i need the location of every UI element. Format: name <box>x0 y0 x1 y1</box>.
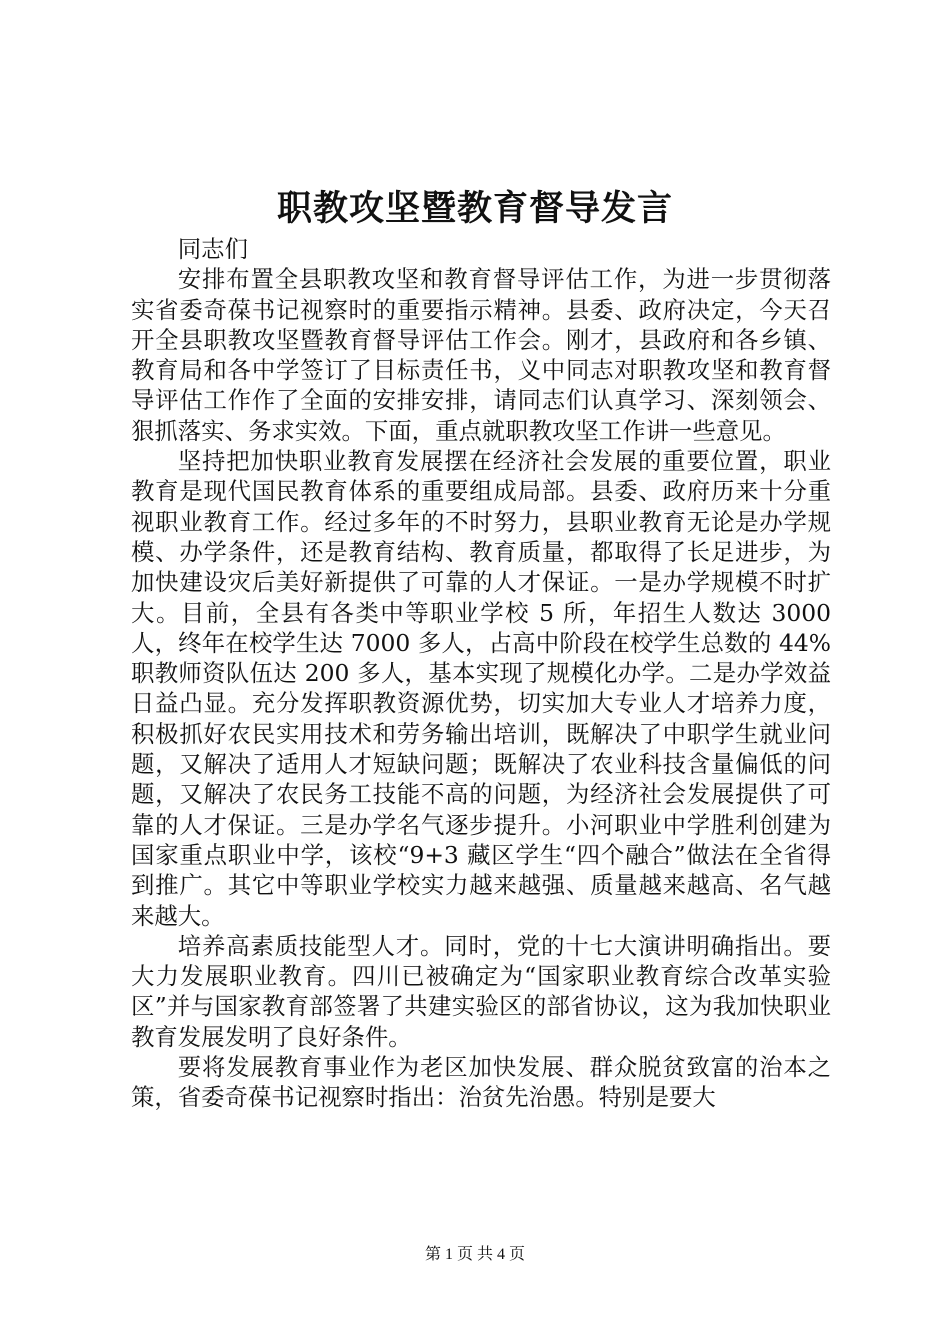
document-title: 职教攻坚暨教育督导发言 <box>276 188 673 229</box>
body-paragraph: 坚持把加快职业教育发展摆在经济社会发展的重要位置，职业教育是现代国民教育体系的重要组成局部。县委、政府历来十分重视职业教育工作。经过多年的不时努力，县职业教育无论是办学规模、办学条件，还是教育结构、教育质量，都取得了长足进步，为加快建设灾后美好新提供了可靠的人才保证。一是办学规模不时扩大。目前，全县有各类中等职业学校 5 所，年招生人数达 3000 人，终年在校学生达 7000 多人，占高中阶段在校学生总数的 44%职教师资队伍达 200 多人，基本实现了规模化办学。二是办学效益日益凸显。充分发挥职教资源优势，切实加大专业人才培养力度，积极抓好农民实用技术和劳务输出培训，既解决了中职学生就业问题，又解决了适用人才短缺问题；既解决了农业科技含量偏低的问题，又解决了农民务工技能不高的问题，为经济社会发展提供了可靠的人才保证。三是办学名气逐步提升。小河职业中学胜利创建为国家重点职业中学，该校“9+3 藏区学生“四个融合”做法在全省得到推广。其它中等职业学校实力越来越强、质量越来越高、名气越来越大。 <box>131 447 831 930</box>
body-paragraph: 要将发展教育事业作为老区加快发展、群众脱贫致富的治本之策，省委奇葆书记视察时指出：治贫先治愚。特别是要大 <box>131 1053 831 1112</box>
document-body <box>131 234 831 1113</box>
body-paragraph: 安排布置全县职教攻坚和教育督导评估工作，为进一步贯彻落实省委奇葆书记视察时的重要指示精神。县委、政府决定，今天召开全县职教攻坚暨教育督导评估工作会。刚才，县政府和各乡镇、教育局和各中学签订了目标责任书，义中同志对职教攻坚和教育督导评估工作作了全面的安排安排，请同志们认真学习、深刻领会、狠抓落实、务求实效。下面，重点就职教攻坚工作讲一些意见。 <box>131 265 831 445</box>
salutation-paragraph: 同志们 <box>177 235 248 263</box>
body-paragraph: 培养高素质技能型人才。同时，党的十七大演讲明确指出。要大力发展职业教育。四川已被确定为“国家职业教育综合改革实验区”并与国家教育部签署了共建实验区的部省协议，这为我加快职业教育发展发明了良好条件。 <box>131 931 831 1051</box>
page-footer: 第 1 页 共 4 页 <box>424 1246 525 1263</box>
